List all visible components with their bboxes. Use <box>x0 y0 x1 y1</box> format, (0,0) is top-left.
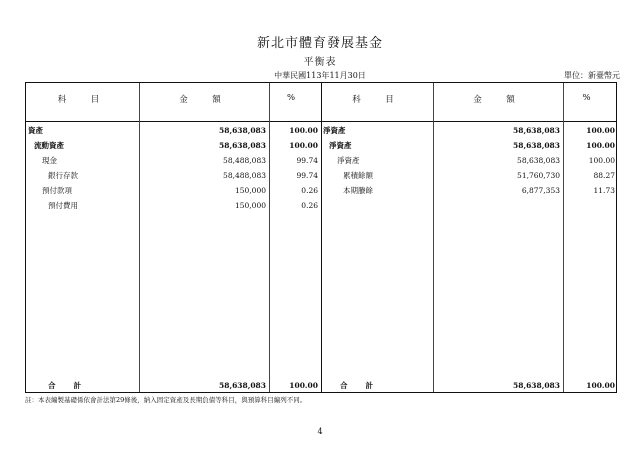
right-row-label: 本期賸餘 <box>343 186 373 195</box>
left-row-percent: 0.26 <box>301 186 318 195</box>
left-row-percent: 100.00 <box>289 126 318 135</box>
left-total-label: 合計 <box>48 381 99 390</box>
left-percent-header: % <box>286 93 304 103</box>
right-total-amount: 58,638,083 <box>513 381 560 390</box>
left-row-label: 流動資產 <box>34 141 64 150</box>
footnote: 註：本表編製基礎係依會計法第29條後，納入固定資產及長期負債等科目，與預算科目編列不同。 <box>25 396 307 404</box>
left-row-percent: 100.00 <box>289 141 318 150</box>
report-title: 新北市體育發展基金 <box>256 36 383 51</box>
left-total-amount: 58,638,083 <box>219 381 266 390</box>
left-row-amount: 150,000 <box>234 201 266 210</box>
left-row-label: 預付款項 <box>42 186 72 195</box>
left-total-percent: 100.00 <box>289 381 318 390</box>
left-row-label: 資產 <box>28 126 43 135</box>
right-row-amount: 6,877,353 <box>521 186 560 195</box>
right-row-percent: 100.00 <box>586 141 615 150</box>
left-row-label: 預付費用 <box>48 201 78 210</box>
left-row-amount: 58,638,083 <box>219 141 266 150</box>
left-item-header: 科 目 <box>57 95 108 105</box>
right-row-percent: 100.00 <box>586 126 615 135</box>
left-row-amount: 58,488,083 <box>223 171 266 180</box>
right-row-amount: 58,638,083 <box>513 126 560 135</box>
right-amount-header: 金 額 <box>473 95 523 105</box>
right-total-percent: 100.00 <box>586 381 615 390</box>
report-subtitle: 平衡表 <box>303 57 337 68</box>
right-row-amount: 58,638,083 <box>513 141 560 150</box>
right-row-percent: 100.00 <box>588 156 615 165</box>
left-row-percent: 0.26 <box>301 201 318 210</box>
right-total-label: 合計 <box>340 381 391 390</box>
left-row-amount: 58,488,083 <box>223 156 266 165</box>
right-row-percent: 88.27 <box>593 171 615 180</box>
page-number: 4 <box>317 427 323 436</box>
report-date: 中華民國113年11月30日 <box>274 71 366 80</box>
right-row-amount: 58,638,083 <box>517 156 560 165</box>
right-percent-header: % <box>582 93 599 103</box>
right-row-label: 淨資產 <box>323 126 346 135</box>
left-row-percent: 99.74 <box>296 156 318 165</box>
right-row-amount: 51,760,730 <box>517 171 560 180</box>
left-amount-header: 金 額 <box>179 95 229 105</box>
right-row-label: 淨資產 <box>337 156 360 165</box>
left-row-label: 現金 <box>42 156 57 165</box>
right-row-label: 累積餘額 <box>343 171 373 180</box>
left-row-percent: 99.74 <box>296 171 318 180</box>
left-row-amount: 58,638,083 <box>219 126 266 135</box>
left-row-label: 銀行存款 <box>48 171 78 180</box>
right-row-percent: 11.73 <box>593 186 615 195</box>
balance-sheet-table <box>25 82 617 393</box>
right-row-label: 淨資產 <box>329 141 352 150</box>
center-divider <box>321 83 322 392</box>
right-item-header: 科 目 <box>352 95 402 105</box>
left-row-amount: 150,000 <box>234 186 266 195</box>
currency-unit: 單位：新臺幣元 <box>564 71 620 80</box>
